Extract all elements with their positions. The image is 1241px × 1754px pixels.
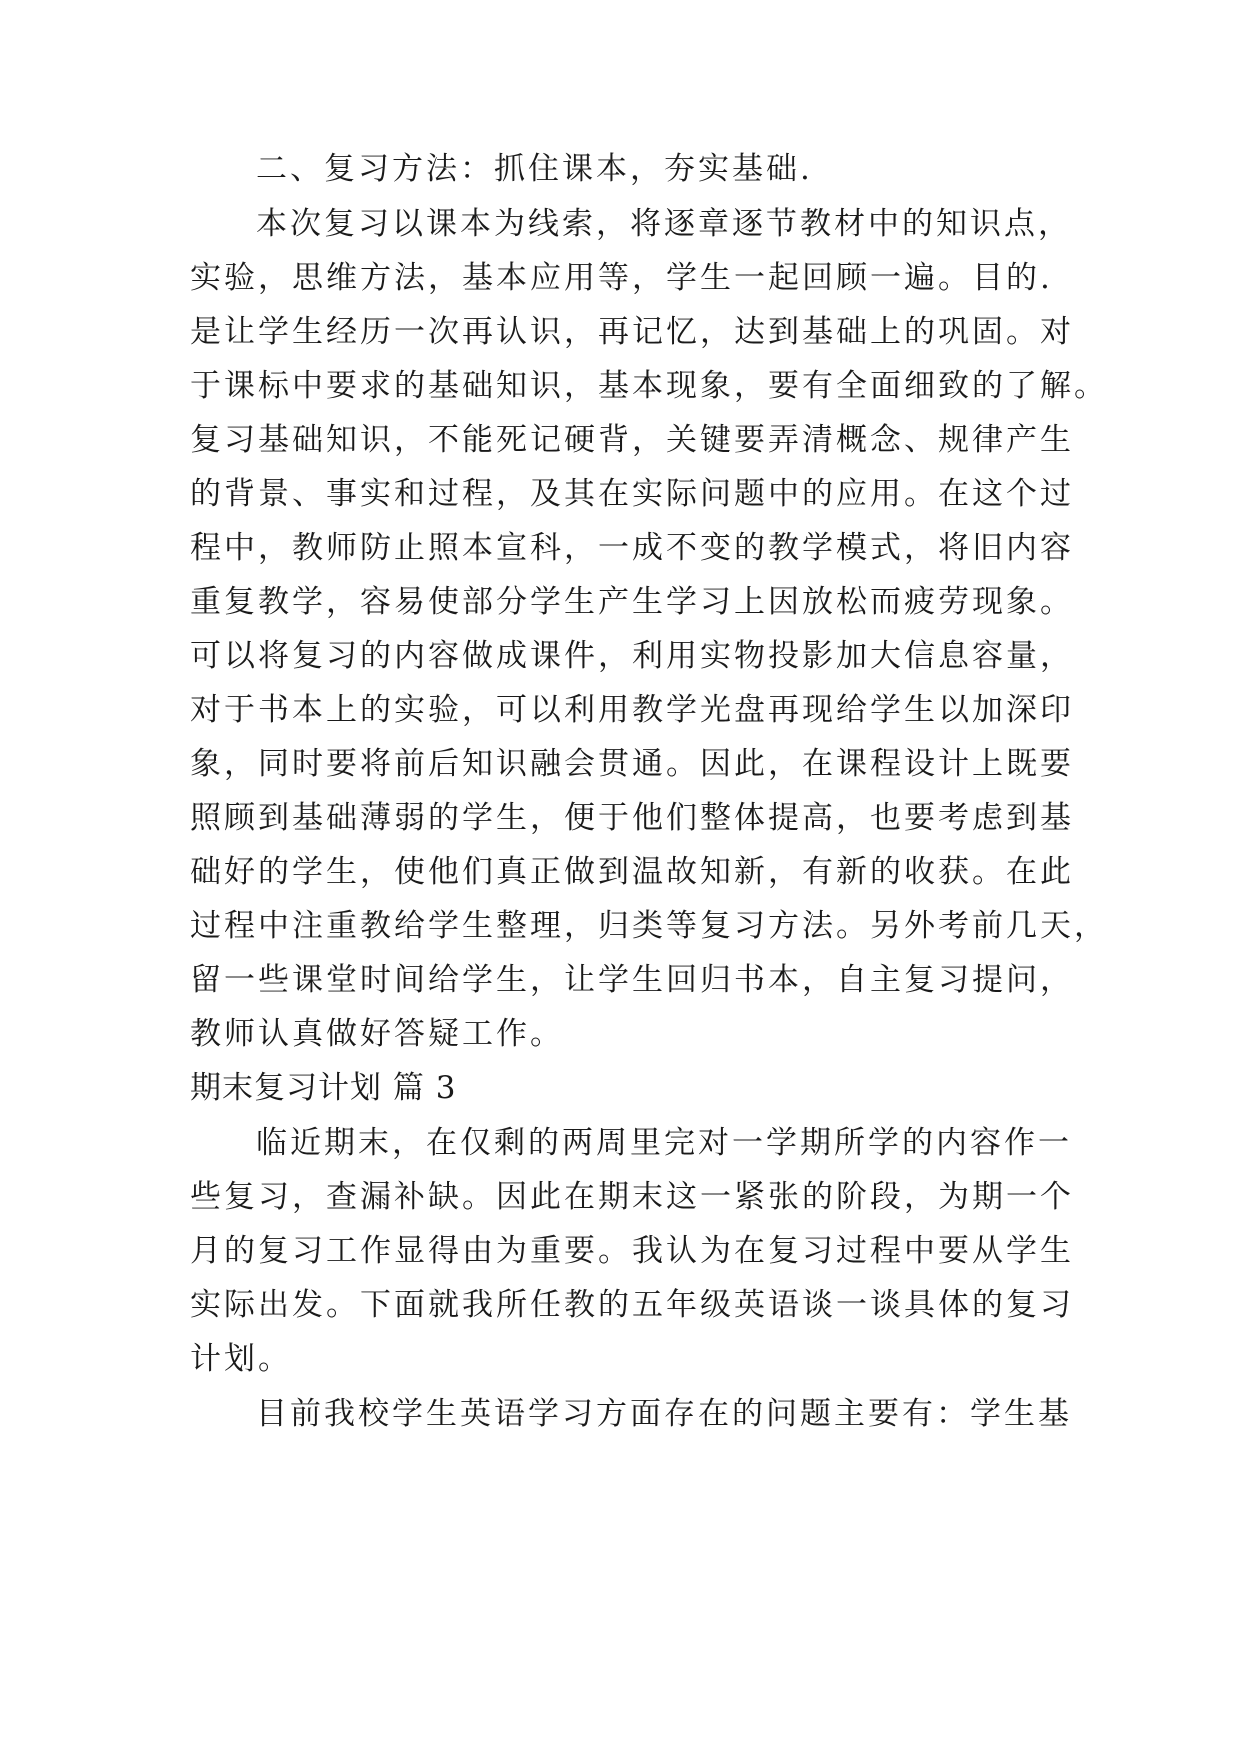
paragraph-line: 实验，思维方法，基本应用等，学生一起回顾一遍。目的. bbox=[190, 260, 1053, 296]
paragraph-line: 过程中注重教给学生整理，归类等复习方法。另外考前几天， bbox=[190, 908, 1108, 944]
paragraph-line: 的背景、事实和过程，及其在实际问题中的应用。在这个过 bbox=[190, 476, 1074, 512]
paragraph-line: 象，同时要将前后知识融会贯通。因此，在课程设计上既要 bbox=[190, 746, 1074, 782]
paragraph-line: 照顾到基础薄弱的学生，便于他们整体提高，也要考虑到基 bbox=[190, 800, 1074, 836]
paragraph-line: 于课标中要求的基础知识，基本现象，要有全面细致的了解。 bbox=[190, 368, 1108, 404]
paragraph-line: 目前我校学生英语学习方面存在的问题主要有：学生基 bbox=[256, 1396, 1072, 1432]
paragraph-line: 教师认真做好答疑工作。 bbox=[190, 1016, 564, 1052]
paragraph-line: 是让学生经历一次再认识，再记忆，达到基础上的巩固。对 bbox=[190, 314, 1074, 350]
section-heading: 二、复习方法：抓住课本，夯实基础. bbox=[256, 151, 813, 187]
paragraph-line: 月的复习工作显得由为重要。我认为在复习过程中要从学生 bbox=[190, 1233, 1074, 1269]
article-title: 期末复习计划 篇 3 bbox=[190, 1070, 457, 1106]
paragraph-line: 础好的学生，使他们真正做到温故知新，有新的收获。在此 bbox=[190, 854, 1074, 890]
paragraph-line: 临近期末，在仅剩的两周里完对一学期所学的内容作一 bbox=[256, 1125, 1072, 1161]
paragraph-line: 可以将复习的内容做成课件，利用实物投影加大信息容量， bbox=[190, 638, 1074, 674]
paragraph-line: 实际出发。下面就我所任教的五年级英语谈一谈具体的复习 bbox=[190, 1287, 1074, 1323]
paragraph-line: 些复习，查漏补缺。因此在期末这一紧张的阶段，为期一个 bbox=[190, 1179, 1074, 1215]
paragraph-line: 留一些课堂时间给学生，让学生回归书本，自主复习提问， bbox=[190, 962, 1074, 998]
paragraph-line: 复习基础知识，不能死记硬背，关键要弄清概念、规律产生 bbox=[190, 422, 1074, 458]
paragraph-line: 重复教学，容易使部分学生产生学习上因放松而疲劳现象。 bbox=[190, 584, 1074, 620]
paragraph-line: 程中，教师防止照本宣科，一成不变的教学模式，将旧内容 bbox=[190, 530, 1074, 566]
paragraph-line: 计划。 bbox=[190, 1341, 292, 1377]
paragraph-line: 对于书本上的实验，可以利用教学光盘再现给学生以加深印 bbox=[190, 692, 1074, 728]
paragraph-line: 本次复习以课本为线索，将逐章逐节教材中的知识点， bbox=[256, 206, 1072, 242]
